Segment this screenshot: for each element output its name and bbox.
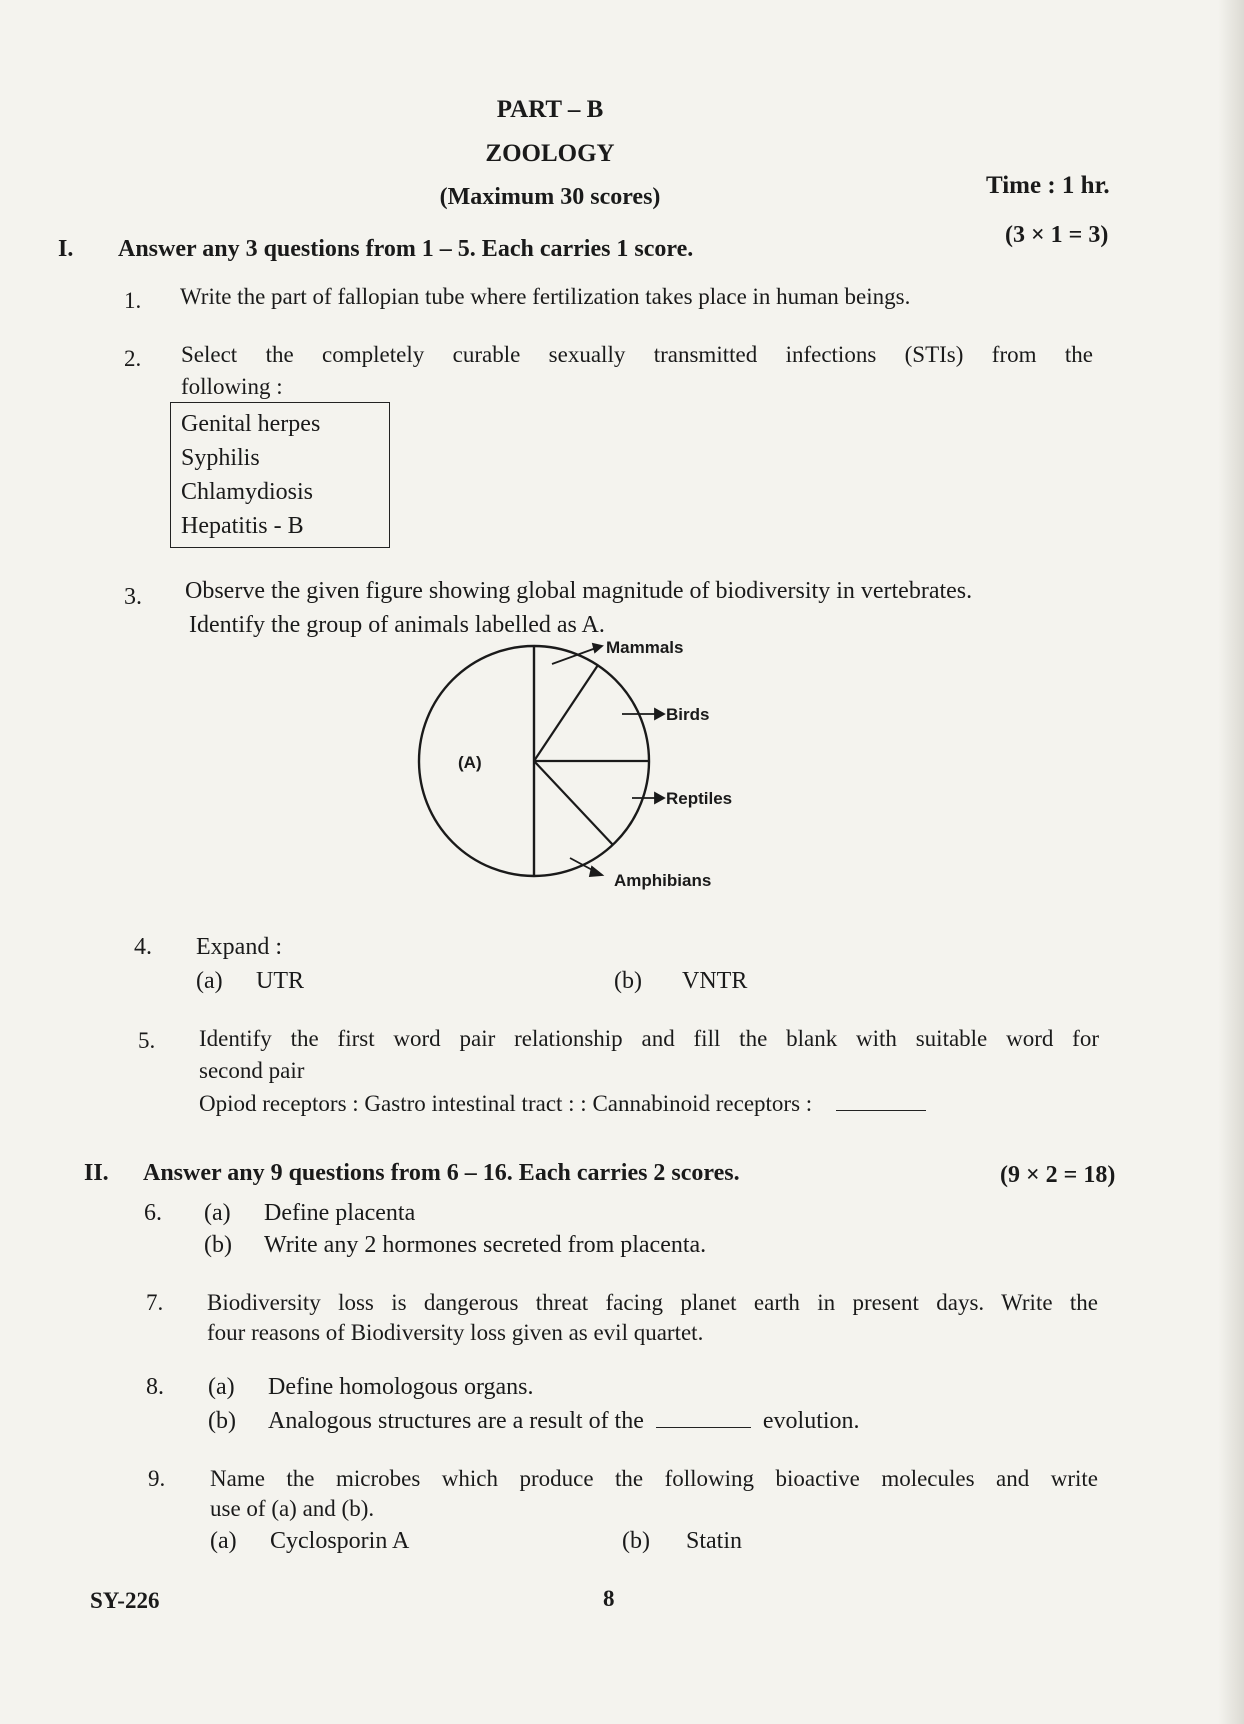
- q6-number: 6.: [144, 1200, 162, 1226]
- q9-a-text: Cyclosporin A: [270, 1528, 410, 1554]
- section2-number: II.: [84, 1160, 109, 1186]
- label-mammals: Mammals: [606, 638, 684, 657]
- q9-text-line2: use of (a) and (b).: [210, 1496, 375, 1521]
- label-birds: Birds: [666, 705, 710, 724]
- q9-number: 9.: [148, 1466, 166, 1491]
- q4-a-label: (a): [196, 968, 223, 994]
- section1-instruction: Answer any 3 questions from 1 – 5. Each carries 1 score.: [118, 236, 694, 262]
- q6-b-text: Write any 2 hormones secreted from placenta.: [264, 1232, 707, 1258]
- q6-b-label: (b): [204, 1232, 232, 1258]
- q7-text-line2: four reasons of Biodiversity loss given as evil quartet.: [207, 1320, 704, 1345]
- pie-divider-mammals: [534, 665, 598, 761]
- q8-a-text: Define homologous organs.: [268, 1374, 534, 1400]
- section2-marks: (9 × 2 = 18): [1000, 1162, 1116, 1188]
- q8-b-text-after: evolution.: [762, 1408, 860, 1434]
- q8-a-label: (a): [208, 1374, 235, 1400]
- q7-text-line1: Biodiversity loss is dangerous threat facing planet earth in present days. Write the: [207, 1290, 1098, 1315]
- q1-number: 1.: [124, 288, 142, 313]
- q4-b-label: (b): [614, 968, 642, 994]
- q5-analogy-text: Opiod receptors : Gastro intestinal tract : : Cannabinoid receptors :: [199, 1091, 813, 1116]
- paper-code: SY-226: [90, 1588, 160, 1613]
- section2-instruction: Answer any 9 questions from 6 – 16. Each carries 2 scores.: [143, 1160, 740, 1186]
- q3-number: 3.: [124, 584, 142, 610]
- q9-a-label: (a): [210, 1528, 237, 1554]
- q7-number: 7.: [146, 1290, 164, 1315]
- label-amphibians: Amphibians: [614, 871, 712, 890]
- q3-text-line2: Identify the group of animals labelled as A.: [189, 612, 605, 638]
- subject-title: ZOOLOGY: [485, 140, 615, 167]
- q8-b-text-before: Analogous structures are a result of the: [268, 1408, 644, 1434]
- time-allowed: Time : 1 hr.: [986, 172, 1110, 199]
- label-reptiles: Reptiles: [666, 789, 733, 808]
- q5-text-line2: second pair: [199, 1058, 305, 1083]
- q2-option: Chlamydiosis: [181, 479, 314, 505]
- mammals-arrowhead: [593, 644, 602, 652]
- q9-text-line1: Name the microbes which produce the following bioactive molecules and write: [210, 1466, 1098, 1491]
- amphibians-arrowhead: [590, 867, 602, 876]
- q6-a-label: (a): [204, 1200, 231, 1226]
- q4-text: Expand :: [196, 934, 282, 960]
- section1-marks: (3 × 1 = 3): [1005, 222, 1109, 248]
- q3-text-line1: Observe the given figure showing global magnitude of biodiversity in vertebrates.: [185, 578, 973, 604]
- q2-option: Hepatitis - B: [181, 513, 304, 539]
- biodiversity-pie-figure: [400, 636, 780, 896]
- max-scores: (Maximum 30 scores): [439, 184, 661, 210]
- q4-number: 4.: [134, 934, 152, 960]
- section1-number: I.: [58, 236, 74, 262]
- q2-option: Syphilis: [181, 445, 260, 471]
- q8-b-line: [268, 1408, 860, 1435]
- q2-options-box: [170, 402, 390, 548]
- q5-text-line1: Identify the first word pair relationship and fill the blank with suitable word for: [199, 1026, 1099, 1051]
- reptiles-arrowhead: [655, 793, 664, 803]
- q5-answer-blank: [836, 1092, 926, 1111]
- q2-text-line1: Select the completely curable sexually transmitted infections (STIs) from the: [181, 342, 1093, 367]
- q6-a-text: Define placenta: [264, 1200, 416, 1226]
- q4-b-text: VNTR: [682, 968, 748, 994]
- q2-text-line2: following :: [181, 374, 283, 399]
- label-a: (A): [458, 753, 482, 772]
- q9-b-text: Statin: [686, 1528, 743, 1554]
- q9-b-label: (b): [622, 1528, 650, 1554]
- q8-answer-blank: [656, 1409, 751, 1428]
- page-edge-shadow: [1218, 0, 1244, 1724]
- q4-a-text: UTR: [256, 968, 304, 994]
- birds-arrowhead: [655, 709, 664, 719]
- q8-b-label: (b): [208, 1408, 236, 1434]
- q1-text: Write the part of fallopian tube where fertilization takes place in human beings.: [180, 284, 911, 309]
- q2-number: 2.: [124, 346, 142, 371]
- page-number: 8: [603, 1586, 615, 1611]
- q5-number: 5.: [138, 1028, 156, 1053]
- part-title: PART – B: [496, 96, 604, 123]
- q5-text-line3: [199, 1091, 926, 1117]
- q8-number: 8.: [146, 1374, 164, 1400]
- mammals-arrow: [552, 648, 596, 664]
- q2-option: Genital herpes: [181, 411, 321, 437]
- pie-divider-reptiles: [534, 761, 613, 845]
